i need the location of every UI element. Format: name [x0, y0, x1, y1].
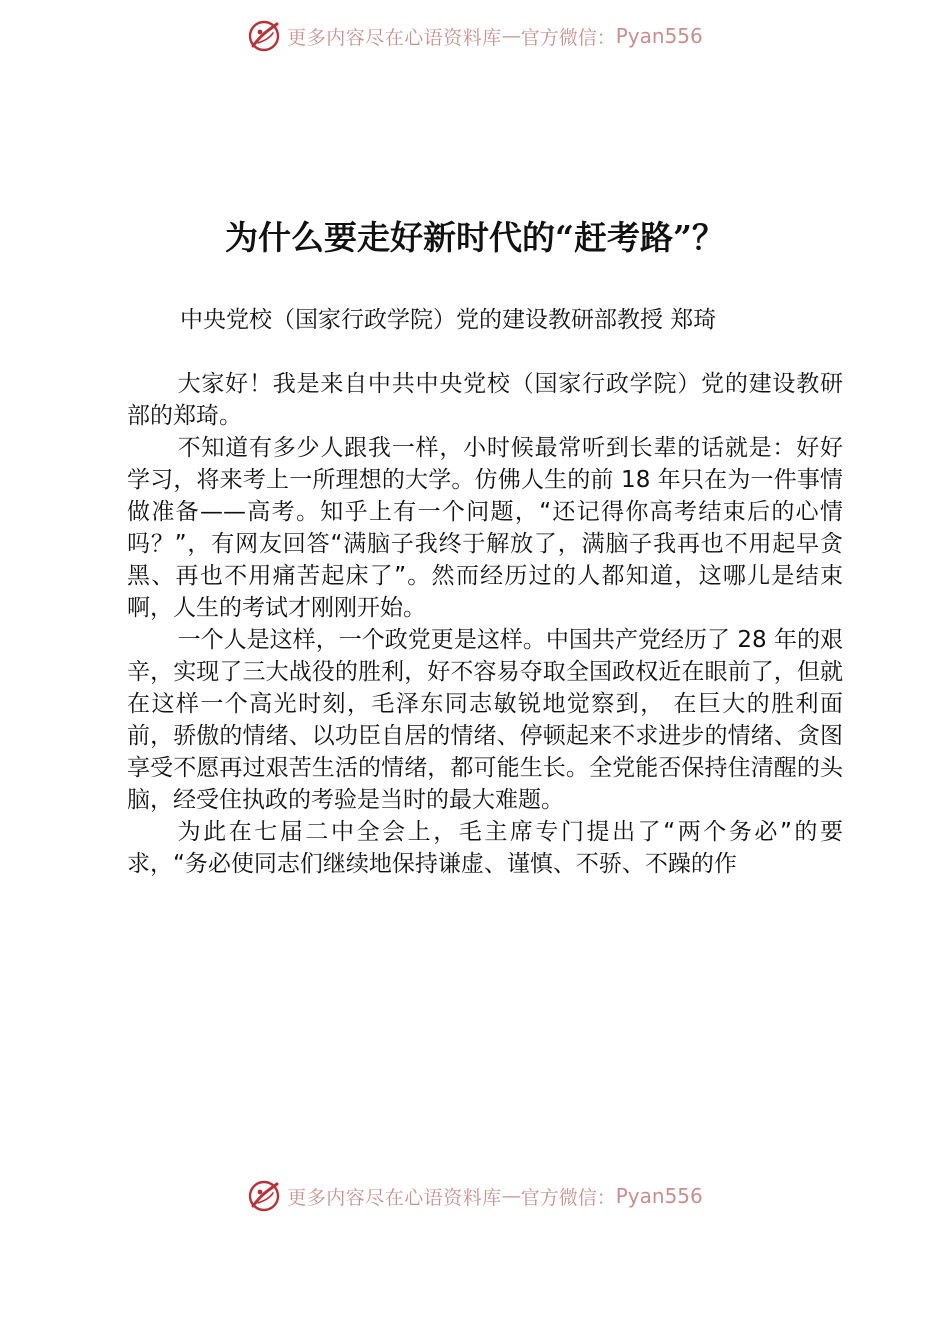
banner-wechat-label: 官方微信： [520, 1186, 616, 1209]
banner-wechat-id: Pyan556 [615, 1184, 703, 1208]
body-paragraph: 大家好！我是来自中共中央党校（国家行政学院）党的建设教研部的郑琦。 [127, 371, 843, 429]
banner-dash: — [501, 1185, 521, 1207]
banner-wechat-id: Pyan556 [615, 24, 703, 48]
brand-logo-icon [247, 1179, 281, 1213]
body-paragraph: 不知道有多少人跟我一样，小时候最常听到长辈的话就是：好好学习，将来考上一所理想的大学。仿佛人生的前 18 年只在为一件事情做准备——高考。知乎上有一个问题，“还记得你高考结束后的心情吗？”，有网友回答“满脑子我终于解放了，满脑子我再也不用起早贪黑、再也不用痛苦起床了”。然而经历过的人都知道，这哪儿是结束啊，人生的考试才刚刚开始。 [127, 435, 843, 621]
banner-slogan: 更多内容尽在心语资料库 [287, 1186, 502, 1209]
banner-slogan: 更多内容尽在心语资料库 [287, 26, 502, 49]
banner-wechat-label: 官方微信： [520, 26, 616, 49]
body-paragraph: 为此在七届二中全会上，毛主席专门提出了“两个务必”的要求，“务必使同志们继续地保持谦虚、谨慎、不骄、不躁的作 [127, 819, 843, 877]
header-watermark-banner [0, 14, 950, 58]
body-paragraph: 一个人是这样，一个政党更是这样。中国共产党经历了 28 年的艰辛，实现了三大战役的胜利，好不容易夺取全国政权近在眼前了，但就在这样一个高光时刻，毛泽东同志敏锐地觉察到， 在巨大的胜利面前，骄傲的情绪、以功臣自居的情绪、停顿起来不求进步的情绪、贪图享受不愿再过艰苦生活的情绪，都可能生长。全党能否保持住清醒的头脑，经受住执政的考验是当时的最大难题。 [127, 627, 843, 813]
document-body [127, 368, 843, 880]
banner-dash: — [501, 25, 521, 47]
author-byline: 中央党校（国家行政学院）党的建设教研部教授 郑琦 [180, 307, 717, 333]
document-title: 为什么要走好新时代的“赶考路”？ [225, 218, 725, 257]
brand-logo-icon [247, 19, 281, 53]
footer-watermark-banner [0, 1174, 950, 1218]
